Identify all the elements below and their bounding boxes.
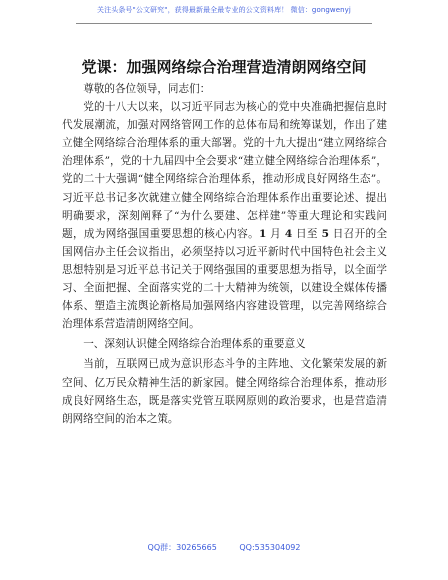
footer-qq: QQ:535304092	[239, 543, 301, 552]
promo-banner: 关注头条号"公文研究"，获得最新最全最专业的公文资料库！ 微信：gongwenyj	[97, 6, 351, 14]
paragraph-1-text: 党的十八大以来，以习近平同志为核心的党中央准确把握信息时代发展潮流，加强对网络管网工作的总体布局和统筹谋划，作出了建立健全网络综合治理体系的重大部署。党的十九大提出“建立网络综合治理体系”，党的十九届四中全会要求“建立健全网络综合治理体系”，党的二十大强调“健全网络综合治理体系，推动形成良好网络生态”。习近平总书记多次就建立健全网络综合治理体系作出重要论述、提出明确要求，深刻阐释了“为什么要建、怎样建”等重大理论和实践问题，成为网络强国重要思想的核心内容。	[62, 101, 387, 240]
date-month-char: 月	[270, 227, 282, 240]
section-heading-1: 一、深刻认识健全网络综合治理体系的重要意义	[83, 338, 306, 351]
document-body	[62, 80, 387, 428]
document-title: 党课：加强网络综合治理营造清朗网络空间	[81, 58, 367, 76]
date-to: 日至	[295, 227, 318, 240]
date-end-day: 5	[321, 227, 329, 240]
footer-qq-group: QQ群：30265665	[147, 543, 217, 552]
header-divider	[76, 23, 372, 24]
paragraph-2: 当前，互联网已成为意识形态斗争的主阵地、文化繁荣发展的新空间、亿万民众精神生活的新家园。健全网络综合治理体系，推动形成良好网络生态，既是落实党管互联网原则的政治要求，也是营造清朗网络空间的治本之策。	[62, 358, 387, 425]
date-month: 1	[259, 227, 267, 240]
paragraph-1	[62, 98, 387, 333]
salutation: 尊敬的各位领导，同志们：	[83, 83, 211, 95]
footer	[0, 542, 448, 553]
date-day: 4	[284, 227, 293, 240]
paragraph-1-tail: 日召开的全国网信办主任会议指出，必须坚持以习近平新时代中国特色社会主义思想特别是习近平总书记关于网络强国的重要思想为指导，以全面学习、全面把握、全面落实党的二十大精神为统领，以建设全媒体传播体系、塑造主流舆论新格局加强网络内容建设管理，以完善网络综合治理体系营造清朗网络空间。	[62, 227, 388, 331]
